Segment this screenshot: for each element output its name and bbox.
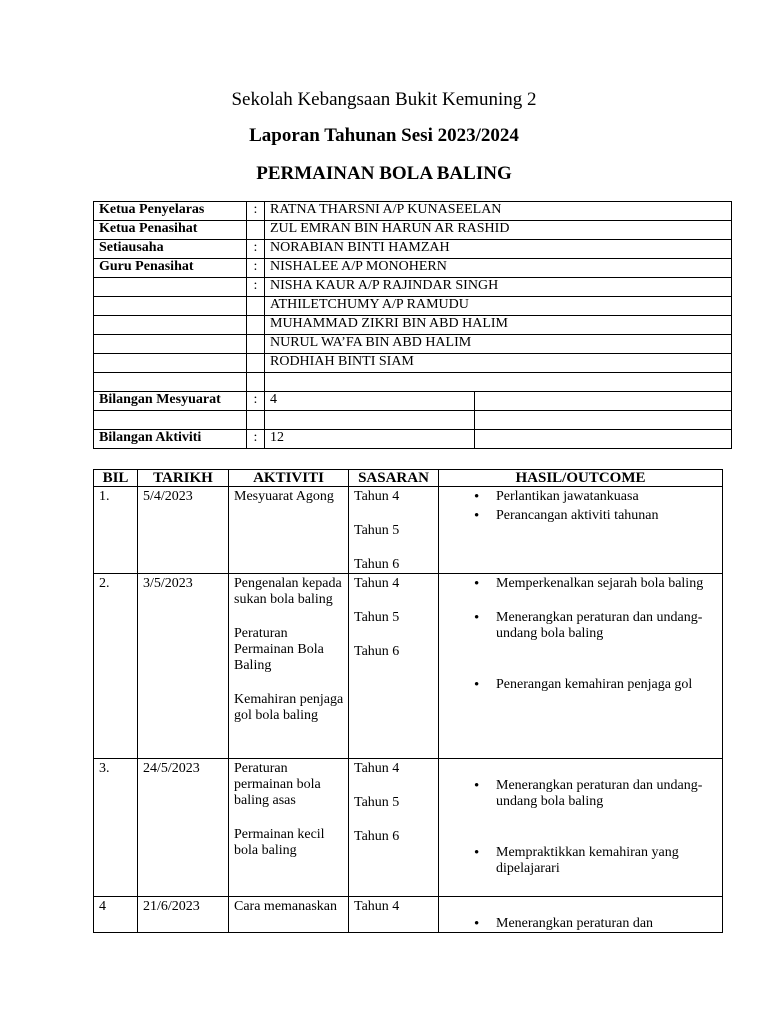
info-row <box>94 335 732 354</box>
sasaran-text: Tahun 4 <box>354 899 400 914</box>
info-row <box>94 316 732 335</box>
sasaran-text: Tahun 6 <box>354 557 400 572</box>
info-colon: : <box>247 392 265 411</box>
cell-aktiviti <box>229 897 349 933</box>
info-colon: : <box>247 259 265 278</box>
outcome-list <box>444 576 722 693</box>
aktiviti-text: Permainan kecil bola baling <box>234 827 325 858</box>
info-row <box>94 202 732 221</box>
outcome-item: • Perlantikan jawatankuasa <box>496 489 722 505</box>
cell-hasil <box>439 759 723 897</box>
outcome-item: • Menerangkan peraturan dan <box>496 916 722 932</box>
info-row <box>94 354 732 373</box>
outcome-item: • Mempraktikkan kemahiran yang dipelajarari <box>496 845 722 877</box>
cell-sasaran <box>349 574 439 759</box>
info-label: Ketua Penyelaras <box>94 202 247 221</box>
info-colon <box>247 354 265 373</box>
col-header-tarikh: TARIKH <box>138 470 229 487</box>
info-row <box>94 297 732 316</box>
aktiviti-text: Mesyuarat Agong <box>234 489 334 504</box>
school-name: Sekolah Kebangsaan Bukit Kemuning 2 <box>231 89 537 110</box>
cell-bil: 2. <box>94 574 138 759</box>
info-value: MUHAMMAD ZIKRI BIN ABD HALIM <box>265 316 732 335</box>
activity-row <box>94 487 723 574</box>
col-header-bil: BIL <box>94 470 138 487</box>
info-extra <box>475 430 732 449</box>
cell-aktiviti <box>229 759 349 897</box>
info-colon <box>247 335 265 354</box>
info-value <box>265 411 475 430</box>
info-label <box>94 297 247 316</box>
info-row <box>94 221 732 240</box>
info-value: NURUL WA’FA BIN ABD HALIM <box>265 335 732 354</box>
info-extra <box>475 392 732 411</box>
info-value: RATNA THARSNI A/P KUNASEELAN <box>265 202 732 221</box>
info-value: 12 <box>265 430 475 449</box>
info-label: Bilangan Mesyuarat <box>94 392 247 411</box>
info-label <box>94 373 247 392</box>
activity-row <box>94 574 723 759</box>
outcome-list <box>444 761 722 877</box>
outcome-item: • Menerangkan peraturan dan undang-undang bola baling <box>496 610 722 642</box>
info-row <box>94 411 732 430</box>
cell-aktiviti <box>229 574 349 759</box>
outcome-item: • Memperkenalkan sejarah bola baling <box>496 576 722 592</box>
info-row <box>94 392 732 411</box>
info-row <box>94 240 732 259</box>
activity-row <box>94 759 723 897</box>
info-colon: : <box>247 430 265 449</box>
col-header-hasil: HASIL/OUTCOME <box>439 470 723 487</box>
info-label: Guru Penasihat <box>94 259 247 278</box>
sasaran-text: Tahun 4 <box>354 576 400 591</box>
info-value: NORABIAN BINTI HAMZAH <box>265 240 732 259</box>
outcome-item: • Menerangkan peraturan dan undang-undang bola baling <box>496 778 722 810</box>
sasaran-text: Tahun 5 <box>354 523 400 538</box>
info-colon: : <box>247 240 265 259</box>
info-label <box>94 411 247 430</box>
info-label <box>94 354 247 373</box>
cell-tarikh: 3/5/2023 <box>138 574 229 759</box>
info-row <box>94 278 732 297</box>
info-row <box>94 430 732 449</box>
col-header-sasaran: SASARAN <box>349 470 439 487</box>
sasaran-text: Tahun 5 <box>354 795 400 810</box>
aktiviti-text: Peraturan permainan bola baling asas <box>234 761 321 808</box>
sasaran-text: Tahun 5 <box>354 610 400 625</box>
info-label: Setiausaha <box>94 240 247 259</box>
cell-bil: 1. <box>94 487 138 574</box>
aktiviti-text: Pengenalan kepada sukan bola baling <box>234 576 342 607</box>
info-label <box>94 278 247 297</box>
info-value <box>265 373 732 392</box>
cell-bil: 4 <box>94 897 138 933</box>
outcome-list <box>444 489 722 524</box>
activity-table <box>93 469 723 933</box>
aktiviti-text: Kemahiran penjaga gol bola baling <box>234 692 344 723</box>
cell-sasaran <box>349 759 439 897</box>
info-colon <box>247 373 265 392</box>
info-value: ATHILETCHUMY A/P RAMUDU <box>265 297 732 316</box>
cell-hasil <box>439 897 723 933</box>
club-title: PERMAINAN BOLA BALING <box>256 163 512 184</box>
outcome-list <box>444 899 722 932</box>
info-row <box>94 373 732 392</box>
outcome-item: • Perancangan aktiviti tahunan <box>496 508 722 524</box>
cell-tarikh: 5/4/2023 <box>138 487 229 574</box>
info-colon: : <box>247 202 265 221</box>
outcome-item: • Penerangan kemahiran penjaga gol <box>496 677 722 693</box>
info-row <box>94 259 732 278</box>
aktiviti-text: Peraturan Permainan Bola Baling <box>234 626 324 673</box>
info-colon <box>247 297 265 316</box>
committee-table <box>93 201 732 449</box>
cell-hasil <box>439 574 723 759</box>
sasaran-text: Tahun 6 <box>354 644 400 659</box>
cell-sasaran <box>349 897 439 933</box>
aktiviti-text: Cara memanaskan <box>234 899 338 914</box>
info-label: Bilangan Aktiviti <box>94 430 247 449</box>
info-value: NISHALEE A/P MONOHERN <box>265 259 732 278</box>
info-value: NISHA KAUR A/P RAJINDAR SINGH <box>265 278 732 297</box>
info-colon <box>247 411 265 430</box>
cell-bil: 3. <box>94 759 138 897</box>
info-extra <box>475 411 732 430</box>
info-value: ZUL EMRAN BIN HARUN AR RASHID <box>265 221 732 240</box>
info-colon <box>247 221 265 240</box>
info-colon <box>247 316 265 335</box>
cell-aktiviti <box>229 487 349 574</box>
sasaran-text: Tahun 4 <box>354 761 400 776</box>
cell-sasaran <box>349 487 439 574</box>
info-label: Ketua Penasihat <box>94 221 247 240</box>
cell-tarikh: 21/6/2023 <box>138 897 229 933</box>
col-header-aktiviti: AKTIVITI <box>229 470 349 487</box>
info-colon: : <box>247 278 265 297</box>
info-value: RODHIAH BINTI SIAM <box>265 354 732 373</box>
activity-row <box>94 897 723 933</box>
sasaran-text: Tahun 6 <box>354 829 400 844</box>
cell-hasil <box>439 487 723 574</box>
report-title: Laporan Tahunan Sesi 2023/2024 <box>249 125 519 146</box>
cell-tarikh: 24/5/2023 <box>138 759 229 897</box>
activity-header-row <box>94 470 723 487</box>
info-label <box>94 316 247 335</box>
info-label <box>94 335 247 354</box>
info-value: 4 <box>265 392 475 411</box>
sasaran-text: Tahun 4 <box>354 489 400 504</box>
